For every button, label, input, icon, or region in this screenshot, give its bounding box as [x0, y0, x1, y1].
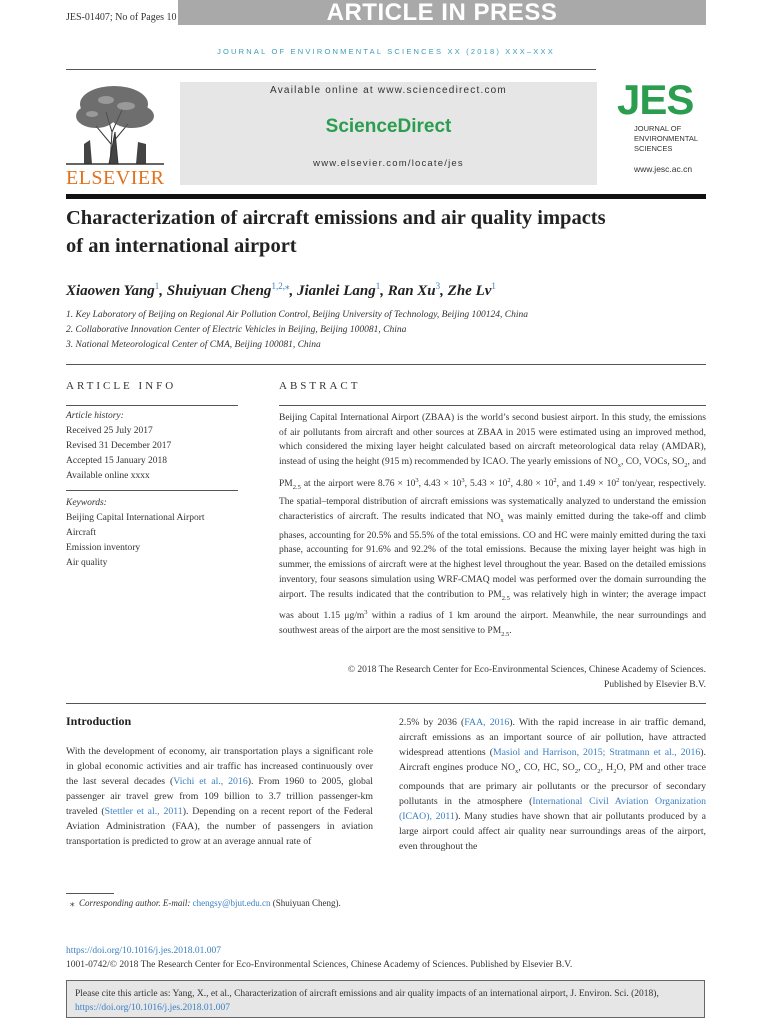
- elsevier-wordmark: ELSEVIER: [66, 167, 165, 189]
- section-heading-introduction: Introduction: [66, 714, 132, 728]
- divider: [66, 703, 706, 704]
- article-id: JES-01407; No of Pages 10: [66, 12, 177, 23]
- header-divider: [66, 194, 706, 199]
- author-name: Shuiyuan Cheng: [166, 283, 272, 299]
- author-affil[interactable]: 1: [375, 281, 381, 291]
- sciencedirect-logo: ScienceDirect: [325, 116, 452, 137]
- footnote-label: Corresponding author. E-mail:: [79, 898, 191, 908]
- abstract-copyright: [279, 663, 706, 692]
- corresponding-author-footnote: [70, 898, 570, 909]
- jes-logo-subtitle: [634, 124, 714, 154]
- abstract-body: Beijing Capital International Airport (ZBAA) is the world’s second busiest airport. In this study, the emissions of air pollutants from aircraft and other sources at ZBAA in 2015 were estimated using an improved method, which considered the mixing layer height calculated based on aircraft meteorological data relay (AMDAR), instead of using the height (915 m) recommended by ICAO. The yearly emissions of $NO_x$, CO, VOCs, $SO_2$, and $PM_{2.5}$ at the airport were $8.76 \times 10^3$, $4.43 \times 10^3$, $5.43 \times 10^2$, $4.80 \times 10^2$, and $1.49 \times 10^2$ ton/year, respectively. The spatial–temporal distribution of aircraft emissions was systematically analyzed to understand the emission characteristics of aircraft. The results indicated that $NO_x$ was mainly emitted during the take-off and climb phases, accounting for 20.5% and 55.5% of the total emissions. CO and HC were mainly emitted during the taxi phase, accounting for 91.6% and 92.2% of the total emissions. Because the mixing layer height was high in summer, the emissions of aircraft were at the highest level throughout the year. Based on the detailed emissions inventory, four seasons simulation using WRF-CMAQ model was performed over the domain surrounding the airport. The results indicated that the contribution to $PM_{2.5}$ was relatively high in winter; the average impact was about 1.15 $\mu g/m^3$ within a radius of 1 km around the airport. Meanwhile, the near surroundings and southwest areas of the airport are the most sensitive to $PM_{2.5}$.: [279, 413, 707, 638]
- email-link[interactable]: chengsy@bjut.edu.cn: [192, 898, 271, 908]
- jes-sub-line: SCIENCES: [634, 144, 673, 153]
- history-label: Article history:: [66, 411, 124, 421]
- citation-box: [66, 980, 705, 1018]
- copyright-line: © 2018 The Research Center for Eco-Environmental Sciences, Chinese Academy of Sciences.: [347, 665, 706, 675]
- author-affil[interactable]: 1,2,⁎: [271, 281, 290, 291]
- citation-link[interactable]: Vichi et al., 2016: [173, 776, 248, 787]
- author-affil[interactable]: 1: [491, 281, 496, 291]
- keywords-label: Keywords:: [66, 498, 107, 508]
- article-in-press-banner: ARTICLE IN PRESS: [178, 0, 706, 25]
- journal-running-head: JOURNAL OF ENVIRONMENTAL SCIENCES XX (2018) XXX–XXX: [217, 47, 555, 56]
- journal-locate-url[interactable]: www.elsevier.com/locate/jes: [313, 158, 464, 169]
- keyword: Aircraft: [66, 528, 97, 538]
- jes-sub-line: JOURNAL OF: [634, 124, 682, 133]
- history-item: Available online xxxx: [66, 471, 150, 481]
- article-title: Characterization of aircraft emissions and air quality impacts of an international airport: [66, 207, 606, 257]
- divider: [279, 405, 706, 406]
- citation-link[interactable]: Stettler et al., 2011: [104, 806, 183, 817]
- divider: [66, 405, 238, 406]
- available-online-text: Available online at www.sciencedirect.com: [270, 85, 507, 96]
- citation-link[interactable]: Masiol and Harrison, 2015; Stratmann et al., 2016: [492, 747, 701, 758]
- copyright-line: Published by Elsevier B.V.: [604, 679, 706, 690]
- citation-text: Please cite this article as: Yang, X., et al., Characterization of aircraft emissions and air quality impacts of an international airport, J. Environ. Sci. (2018),: [75, 989, 659, 999]
- affiliation: 1. Key Laboratory of Beijing on Regional Air Pollution Control, Beijing University of Technology, Beijing 100124, China: [66, 310, 528, 320]
- divider: [66, 69, 596, 70]
- citation-link[interactable]: International Civil Aviation Organization (ICAO), 2011: [399, 795, 706, 822]
- citation-link[interactable]: FAA, 2016: [464, 717, 510, 728]
- affiliation: 3. National Meteorological Center of CMA, Beijing 100081, China: [66, 340, 321, 350]
- introduction-column-left: With the development of economy, air transportation plays a significant role in global economic activities and air traffic has increased continuously over the last several decades (Vichi et al., 2016). From 1960 to 2005, global passenger air travel grew from 109 billion to 3.7 trillion passenger-km traveled (Stettler et al., 2011). Depending on a recent report of the Federal Aviation Administration (FAA), the number of passengers in aviation transportation is predicted to grow at an average annual rate of: [66, 746, 373, 847]
- author-affil[interactable]: 1: [154, 281, 160, 291]
- introduction-column-right: 2.5% by 2036 (FAA, 2016). With the rapid increase in air traffic demand, aircraft emissions as an important source of air pollution, have attracted widespread attentions (Masiol and Harrison, 2015; Stratmann et al., 2016). Aircraft engines produce $NO_x$, CO, HC, $SO_2$, $CO_2$, $H_2O$, PM and other trace compounds that are primary air pollutants or the precursor of secondary pollutants in the atmosphere (International Civil Aviation Organization (ICAO), 2011). Many studies have shown that air pollutants produced by a large airport could affect air quality near surroundings areas of the airport, even throughout the: [399, 717, 706, 852]
- keyword: Air quality: [66, 558, 108, 568]
- divider: [66, 490, 238, 491]
- author-name: Xiaowen Yang: [66, 283, 155, 299]
- article-info-heading: ARTICLE INFO: [66, 380, 177, 392]
- footnote-marker: ⁎: [70, 898, 75, 908]
- footnote-name: (Shuiyuan Cheng).: [272, 898, 341, 908]
- abstract-heading: ABSTRACT: [279, 380, 361, 392]
- author-affil[interactable]: 3: [435, 281, 441, 291]
- author-name: Zhe Lv: [447, 283, 492, 299]
- affiliation: 2. Collaborative Innovation Center of Electric Vehicles in Beijing, Beijing 100081, China: [66, 325, 407, 335]
- history-item: Accepted 15 January 2018: [66, 456, 168, 466]
- issn-copyright: 1001-0742/© 2018 The Research Center for Eco-Environmental Sciences, Chinese Academy of Sciences. Published by Elsevier B.V.: [66, 960, 573, 970]
- footnote-divider: [66, 893, 114, 894]
- keyword: Emission inventory: [66, 543, 141, 553]
- jes-sub-line: ENVIRONMENTAL: [634, 134, 699, 143]
- doi-link[interactable]: https://doi.org/10.1016/j.jes.2018.01.007: [66, 946, 221, 956]
- history-item: Revised 31 December 2017: [66, 441, 172, 451]
- author-list: Xiaowen Yang$^1$, Shuiyuan Cheng$^{1,2,⁎}$, Jianlei Lang$^1$, Ran Xu$^3$, Zhe Lv$^1$: [66, 281, 496, 299]
- history-item: Received 25 July 2017: [66, 426, 153, 436]
- keyword: Beijing Capital International Airport: [66, 513, 205, 523]
- divider: [66, 364, 706, 365]
- jes-url[interactable]: www.jesc.ac.cn: [634, 164, 693, 174]
- author-name: Jianlei Lang: [296, 283, 376, 299]
- author-name: Ran Xu: [387, 283, 436, 299]
- jes-logo: JES: [617, 76, 694, 123]
- citation-doi-link[interactable]: https://doi.org/10.1016/j.jes.2018.01.007: [75, 1003, 230, 1013]
